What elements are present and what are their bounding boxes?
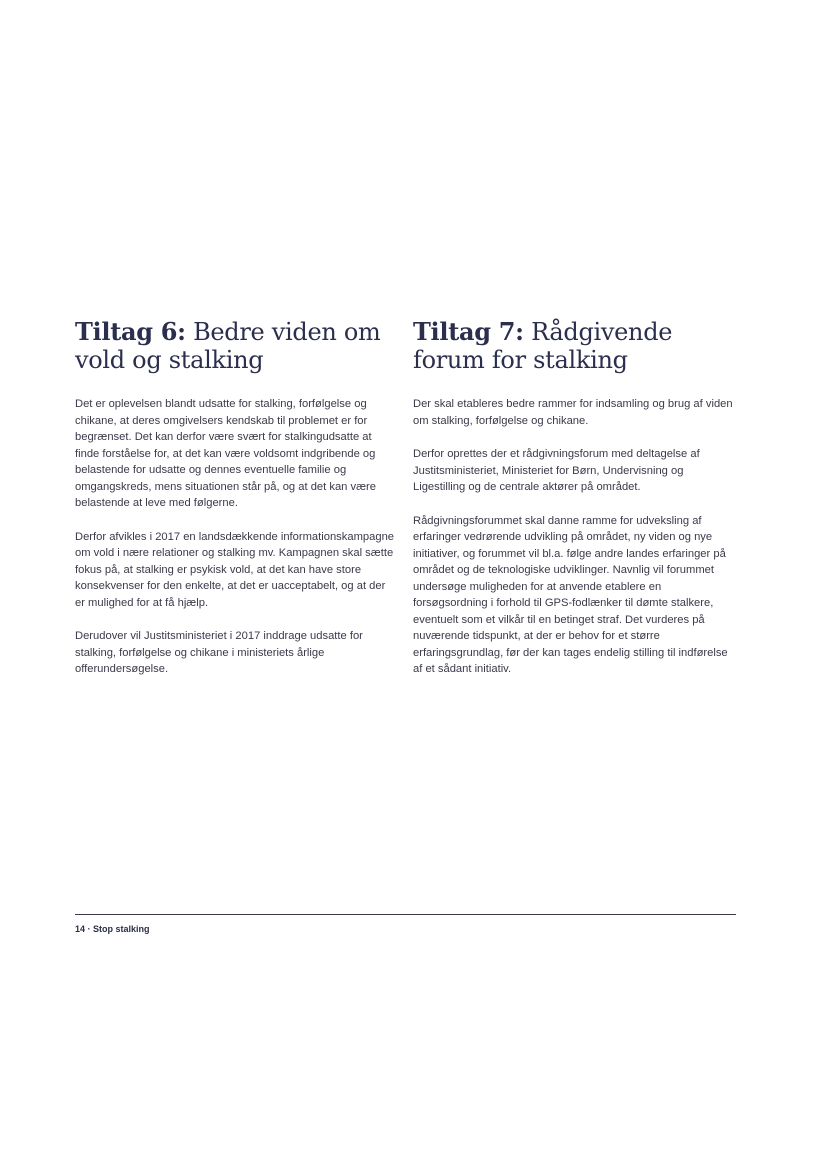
tiltag-7-paragraph-1: Der skal etableres bedre rammer for indsamling og brug af viden om stalking, forfølgelse og chikane. — [413, 398, 733, 427]
tiltag-6-paragraph-1: Det er oplevelsen blandt udsatte for stalking, forfølgelse og chikane, at deres omgivelsers kendskab til problemet er for begrænset. Det kan derfor være svært for stalkingudsatte at finde forståelse for, at det kan være voldsomt indgribende og belastende for udsatte og dennes eventuelle familie og omgangskreds, mens situationen står på, og at det kan være belastende at leve med følgerne. — [75, 398, 376, 509]
footer-divider — [75, 914, 736, 915]
tiltag-6-heading — [75, 318, 397, 374]
page-footer: 14 · Stop stalking — [75, 924, 150, 934]
tiltag-6-heading-number: Tiltag 6: — [75, 317, 186, 346]
tiltag-7-heading-number: Tiltag 7: — [413, 317, 524, 346]
tiltag-7-heading-title: Rådgivende forum for stalking — [413, 318, 673, 374]
tiltag-7-paragraph-2: Derfor oprettes der et rådgivningsforum med deltagelse af Justitsministeriet, Ministeriet for Børn, Undervisning og Ligestilling og de centrale aktører på området. — [413, 448, 700, 493]
tiltag-6-paragraph-3: Derudover vil Justitsministeriet i 2017 inddrage udsatte for stalking, forfølgelse og chikane i ministeriets årlige offerundersøgelse. — [75, 630, 363, 675]
tiltag-6-section — [75, 318, 397, 695]
tiltag-6-paragraph-2: Derfor afvikles i 2017 en landsdækkende informationskampagne om vold i nære relationer og stalking mv. Kampagnen skal sætte fokus på, at stalking er psykisk vold, at det kan have store konsekvenser for den enkelte, at det er uacceptabelt, og at der er mulighed for at få hjælp. — [75, 530, 395, 609]
tiltag-7-heading — [413, 318, 735, 374]
tiltag-6-heading-title: Bedre viden om vold og stalking — [75, 318, 381, 374]
tiltag-7-paragraph-3: Rådgivningsforummet skal danne ramme for udveksling af erfaringer vedrørende udvikling på området, ny viden og nye initiativer, og forummet vil bl.a. følge andre landes erfaringer på området og de teknologiske udviklinger. Navnlig vil forummet undersøge muligheden for at anvende etablere en forsøgsordning i forhold til GPS-fodlænker til dømte stalkere, eventuelt som et vilkår til en betinget straf. Det vurderes på nuværende tidspunkt, at der er behov for et større erfaringsgrundlag, før der kan tages endelig stilling til indførelse af et sådant initiativ. — [413, 514, 728, 675]
tiltag-7-section — [413, 318, 735, 695]
